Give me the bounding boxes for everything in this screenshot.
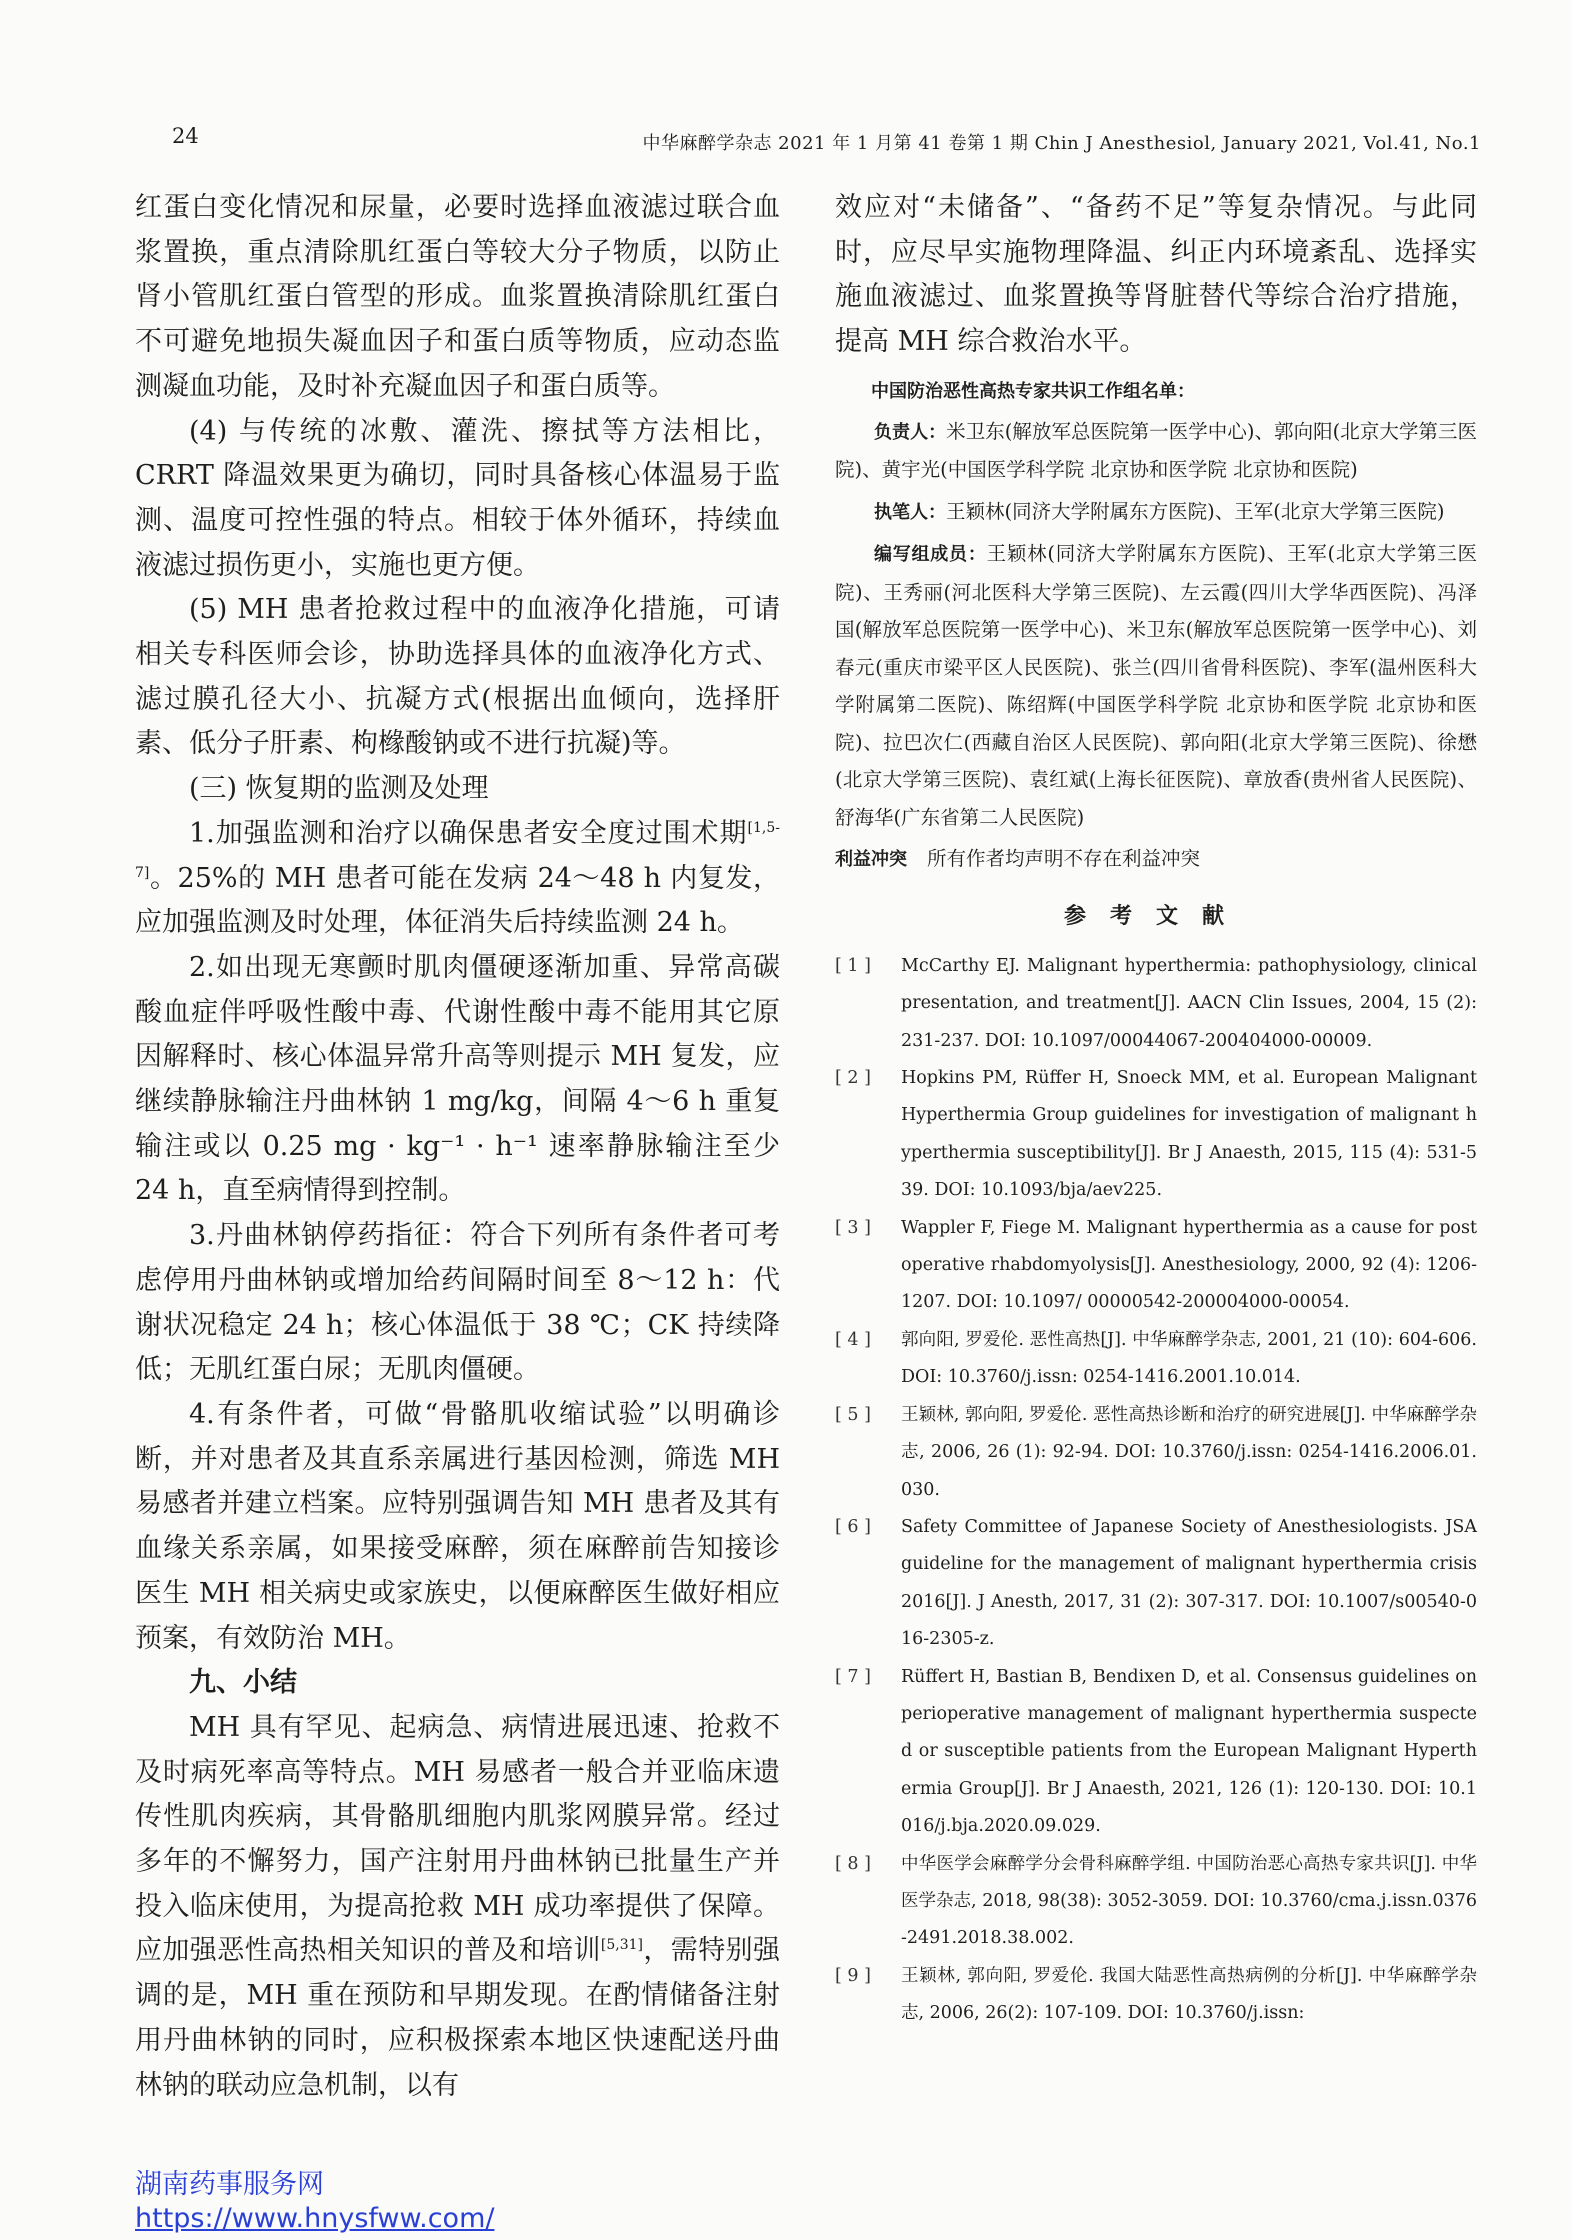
paragraph <box>135 812 780 946</box>
reference-item <box>835 1322 1477 1397</box>
section-heading: 九、小结 <box>189 1667 297 1699</box>
paragraph-text: ，需特别强调的是，MH 重在预防和早期发现。在酌情储备注射用丹曲林钠的同时，应积极探索本地区快速配送丹曲林钠的联动应急机制，以有 <box>135 1935 781 2101</box>
citation: [1,5-7] <box>135 819 780 881</box>
page-number: 24 <box>172 124 199 148</box>
right-column <box>835 186 1477 2033</box>
reference-number: [ 8 ] <box>835 1853 871 1874</box>
reference-text: 王颖林, 郭向阳, 罗爱伦. 我国大陆恶性高热病例的分析[J]. 中华麻醉学杂志, 2006, 26(2): 107-109. DOI: 10.3760/j.issn: <box>901 1965 1477 2024</box>
members-text: 王颖林(同济大学附属东方医院)、王军(北京大学第三医院)、王秀丽(河北医科大学第三医院)、左云霞(四川大学华西医院)、冯泽国(解放军总医院第一医学中心)、米卫东(解放军总医院第一医学中心)、刘春元(重庆市梁平区人民医院)、张兰(四川省骨科医院)、李军(温州医科大学附属第二医院)、陈绍辉(中国医学科学院 北京协和医学院 北京协和医院)、拉巴次仁(西藏自治区人民医院)、郭向阳(北京大学第三医院)、徐懋(北京大学第三医院)、袁红斌(上海长征医院)、章放香(贵州省人民医院)、舒海华(广东省第二人民医院) <box>835 542 1478 829</box>
reference-item <box>835 948 1477 1060</box>
reference-item <box>835 1958 1477 2033</box>
reference-number: [ 1 ] <box>835 955 871 976</box>
reference-list <box>835 948 1477 2033</box>
reference-item <box>835 1397 1477 1509</box>
paragraph: 3.丹曲林钠停药指征：符合下列所有条件者可考虑停用丹曲林钠或增加给药间隔时间至 8～12 h：代谢状况稳定 24 h；核心体温低于 38 ℃；CK 持续降低；无肌红蛋白尿；无肌肉僵硬。 <box>135 1220 780 1386</box>
reference-number: [ 2 ] <box>835 1068 871 1089</box>
reference-text: McCarthy EJ. Malignant hyperthermia: pathophysiology, clinical presentation, and treatment[J]. AACN Clin Issues, 2004, 15 (2): 231-237. DOI: 10.1097/00044067-200404000-00009. <box>901 955 1477 1051</box>
running-head: 中华麻醉学杂志 2021 年 1 月第 41 卷第 1 期 Chin J Anesthesiol, January 2021, Vol.41, No.1 <box>642 133 1481 154</box>
paragraph: (5) MH 患者抢救过程中的血液净化措施，可请相关专科医师会诊，协助选择具体的血液净化方式、滤过膜孔径大小、抗凝方式(根据出血倾向，选择肝素、低分子肝素、枸橼酸钠或不进行抗凝)等。 <box>135 594 780 760</box>
reference-text: 中华医学会麻醉学分会骨科麻醉学组. 中国防治恶心高热专家共识[J]. 中华医学杂志, 2018, 98(38): 3052-3059. DOI: 10.3760/cma.j.issn.0376-2491.2018.38.002. <box>901 1853 1477 1949</box>
paragraph-text: 。25%的 MH 患者可能在发病 24～48 h 内复发，应加强监测及时处理，体征消失后持续监测 24 h。 <box>135 862 780 939</box>
paragraph-text: 1.加强监测和治疗以确保患者安全度过围术期 <box>189 817 748 849</box>
working-group-members <box>835 535 1477 836</box>
leaders-label: 负责人： <box>874 421 947 443</box>
reference-item <box>835 1210 1477 1322</box>
coi-text: 所有作者均声明不存在利益冲突 <box>927 847 1201 871</box>
coi-label: 利益冲突 <box>835 849 907 871</box>
paragraph: 效应对“未储备”、“备药不足”等复杂情况。与此同时，应尽早实施物理降温、纠正内环境紊乱、选择实施血液滤过、血浆置换等肾脏替代等综合治疗措施，提高 MH 综合救治水平。 <box>835 192 1477 358</box>
reference-number: [ 7 ] <box>835 1666 871 1687</box>
watermark-link[interactable]: https://www.hnysfww.com/ <box>135 2203 495 2234</box>
reference-text: 王颖林, 郭向阳, 罗爱伦. 恶性高热诊断和治疗的研究进展[J]. 中华麻醉学杂志, 2006, 26 (1): 92-94. DOI: 10.3760/j.issn: 0254-1416.2006.01.030. <box>901 1404 1477 1500</box>
reference-text: Hopkins PM, Rüffer H, Snoeck MM, et al. European Malignant Hyperthermia Group guidelines for investigation of malignant hyperthermia susceptibility[J]. Br J Anaesth, 2015, 115 (4): 531-539. DOI: 10.1093/bja/aev225. <box>901 1068 1477 1201</box>
reference-number: [ 4 ] <box>835 1329 871 1350</box>
reference-number: [ 5 ] <box>835 1404 871 1425</box>
reference-text: Rüffert H, Bastian B, Bendixen D, et al. Consensus guidelines on perioperative management of malignant hyperthermia suspected or susceptible patients from the European Malignant Hyperthermia Group[J]. Br J Anaesth, 2021, 126 (1): 120-130. DOI: 10.1016/j.bja.2020.09.029. <box>901 1666 1477 1837</box>
paragraph: 4.有条件者，可做“骨骼肌收缩试验”以明确诊断，并对患者及其直系亲属进行基因检测，筛选 MH 易感者并建立档案。应特别强调告知 MH 患者及其有血缘关系亲属，如果接受麻醉，须在麻醉前告知接诊医生 MH 相关病史或家族史，以便麻醉医生做好相应预案，有效防治 MH。 <box>135 1398 780 1654</box>
working-group-writers <box>835 493 1477 532</box>
reference-number: [ 6 ] <box>835 1516 871 1537</box>
reference-text: Wappler F, Fiege M. Malignant hyperthermia as a cause for postoperative rhabdomyolysis[J]. Anesthesiology, 2000, 92 (4): 1206-1207. DOI: 10.1097/ 00000542-200004000-00054. <box>901 1217 1477 1313</box>
reference-item <box>835 1659 1477 1846</box>
paragraph <box>135 1706 780 2108</box>
members-label: 编写组成员： <box>874 544 987 566</box>
references-title: 参考文献 <box>1063 903 1248 929</box>
left-column <box>135 186 780 2108</box>
section-heading: (三) 恢复期的监测及处理 <box>189 773 489 805</box>
working-group-leaders <box>835 413 1477 489</box>
writers-text: 王颖林(同济大学附属东方医院)、王军(北京大学第三医院) <box>946 499 1445 523</box>
paragraph: (4) 与传统的冰敷、灌洗、擦拭等方法相比，CRRT 降温效果更为确切，同时具备核心体温易于监测、温度可控性强的特点。相较于体外循环，持续血液滤过损伤更小，实施也更方便。 <box>135 415 780 581</box>
reference-item <box>835 1846 1477 1958</box>
reference-text: 郭向阳, 罗爱伦. 恶性高热[J]. 中华麻醉学杂志, 2001, 21 (10): 604-606. DOI: 10.3760/j.issn: 0254-1416.2001.10.014. <box>901 1329 1477 1388</box>
reference-number: [ 3 ] <box>835 1217 871 1238</box>
citation: [5,31] <box>600 1937 643 1954</box>
reference-text: Safety Committee of Japanese Society of Anesthesiologists. JSA guideline for the management of malignant hyperthermia crisis 2016[J]. J Anesth, 2017, 31 (2): 307-317. DOI: 10.1007/s00540-016-2305-z. <box>901 1516 1477 1650</box>
watermark-site-name: 湖南药事服务网 <box>135 2169 324 2200</box>
writers-label: 执笔人： <box>874 501 946 523</box>
reference-number: [ 9 ] <box>835 1965 871 1986</box>
paragraph: 红蛋白变化情况和尿量，必要时选择血液滤过联合血浆置换，重点清除肌红蛋白等较大分子物质，以防止肾小管肌红蛋白管型的形成。血浆置换清除肌红蛋白不可避免地损失凝血因子和蛋白质等物质，应动态监测凝血功能，及时补充凝血因子和蛋白质等。 <box>135 192 780 402</box>
working-group-heading: 中国防治恶性高热专家共识工作组名单： <box>871 380 1195 402</box>
watermark <box>135 2168 494 2236</box>
paragraph-text: MH 具有罕见、起病急、病情进展迅速、抢救不及时病死率高等特点。MH 易感者一般合并亚临床遗传性肌肉疾病，其骨骼肌细胞内肌浆网膜异常。经过多年的不懈努力，国产注射用丹曲林钠已批量生产并投入临床使用，为提高抢救 MH 成功率提供了保障。应加强恶性高热相关知识的普及和培训 <box>135 1711 780 1967</box>
conflict-of-interest <box>835 840 1477 879</box>
paragraph: 2.如出现无寒颤时肌肉僵硬逐渐加重、异常高碳酸血症伴呼吸性酸中毒、代谢性酸中毒不能用其它原因解释时、核心体温异常升高等则提示 MH 复发，应继续静脉输注丹曲林钠 1 mg/kg，间隔 4～6 h 重复输注或以 0.25 mg · kg⁻¹ · h⁻¹ 速率静脉输注至少 24 h，直至病情得到控制。 <box>135 951 780 1207</box>
reference-item <box>835 1509 1477 1659</box>
leaders-text: 米卫东(解放军总医院第一医学中心)、郭向阳(北京大学第三医院)、黄宇光(中国医学科学院 北京协和医学院 北京协和医院) <box>835 419 1478 482</box>
reference-item <box>835 1060 1477 1210</box>
